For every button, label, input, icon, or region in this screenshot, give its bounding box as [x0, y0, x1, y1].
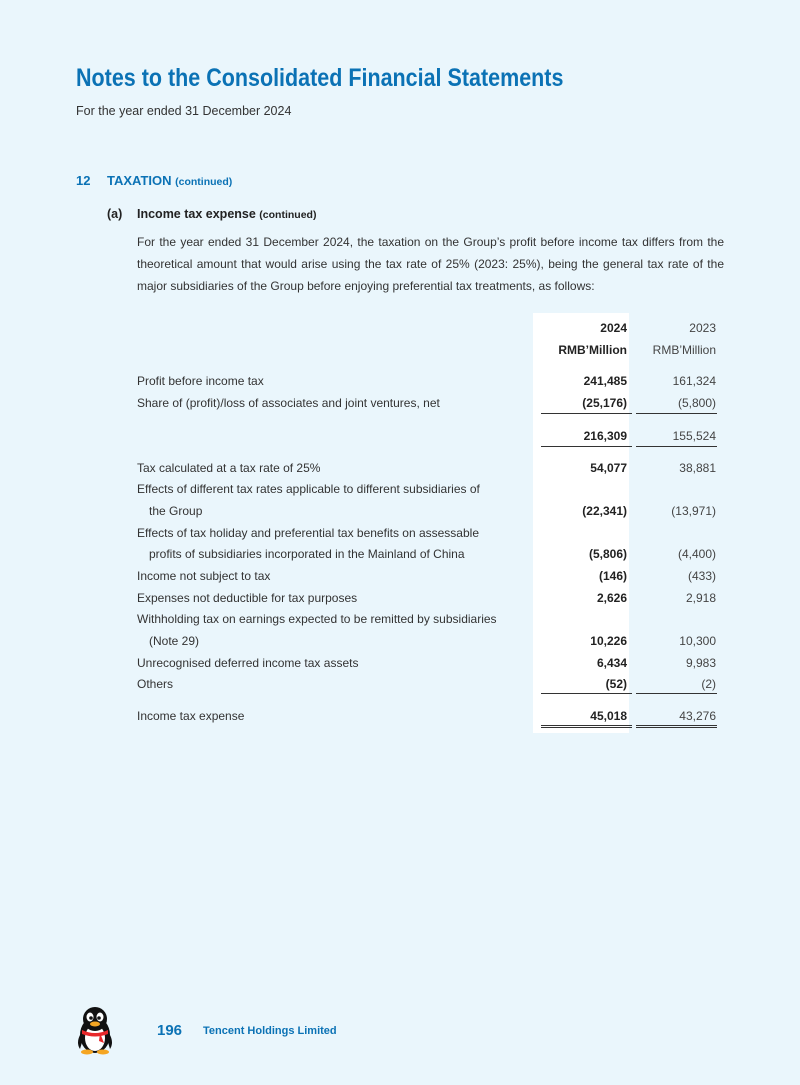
- row-label: Share of (profit)/loss of associates and joint ventures, net: [137, 396, 440, 410]
- value-2024: 6,434: [596, 656, 627, 670]
- total-2024: 45,018: [590, 709, 627, 723]
- subtotal-rule: [636, 413, 717, 414]
- section-continued: (continued): [175, 176, 233, 188]
- value-2024: (146): [598, 569, 627, 583]
- row-label: Effects of different tax rates applicable to different subsidiaries of: [137, 482, 480, 496]
- intro-paragraph: For the year ended 31 December 2024, the taxation on the Group’s profit before income tax differs from the theoretical amount that would arise using the tax rate of 25% (2023: 25%), being the general tax rate of the major subsidiaries of the Group before enjoying preferential tax treatments, as follows:: [137, 235, 724, 293]
- value-2023: (2): [701, 677, 716, 691]
- subtotal-2023: 155,524: [672, 429, 716, 443]
- value-2024: (22,341): [582, 504, 627, 518]
- column-header-2024: 2024: [600, 321, 627, 335]
- value-2023: (5,800): [677, 396, 716, 410]
- value-2024: (25,176): [582, 396, 627, 410]
- section-number: 12: [76, 173, 91, 188]
- page-number: 196: [157, 1022, 183, 1039]
- value-2024: 54,077: [590, 461, 627, 475]
- value-2023: (13,971): [671, 504, 716, 518]
- subtotal-2024: 216,309: [583, 429, 627, 443]
- row-label: Withholding tax on earnings expected to be remitted by subsidiaries: [137, 612, 497, 626]
- row-label: Unrecognised deferred income tax assets: [137, 656, 359, 670]
- company-name: Tencent Holdings Limited: [203, 1025, 337, 1037]
- row-label: Others: [137, 677, 174, 691]
- row-label: Income not subject to tax: [137, 569, 271, 583]
- column-unit-2024: RMB’Million: [558, 343, 627, 357]
- value-2023: (433): [687, 569, 716, 583]
- value-2023: (4,400): [677, 547, 716, 561]
- row-label: Profit before income tax: [137, 374, 264, 388]
- subtotal-rule: [541, 413, 632, 414]
- value-2023: 161,324: [672, 374, 716, 388]
- value-2023: 10,300: [679, 634, 716, 648]
- value-2024: (5,806): [588, 547, 627, 561]
- value-2023: 2,918: [685, 591, 716, 605]
- subsection-continued: (continued): [259, 209, 317, 221]
- subsection-letter: (a): [107, 207, 123, 221]
- value-2023: 9,983: [685, 656, 716, 670]
- value-2024: 10,226: [590, 634, 627, 648]
- total-double-underline: [636, 725, 717, 728]
- row-label: Expenses not deductible for tax purposes: [137, 591, 358, 605]
- total-label: Income tax expense: [137, 709, 245, 723]
- value-2023: 38,881: [679, 461, 716, 475]
- page-subtitle: For the year ended 31 December 2024: [76, 104, 292, 118]
- row-label-continued: the Group: [149, 504, 203, 518]
- total-double-underline: [541, 725, 632, 728]
- subtotal-underline: [541, 446, 632, 447]
- column-header-2023: 2023: [689, 321, 716, 335]
- column-unit-2023: RMB’Million: [652, 343, 716, 357]
- subtotal-underline: [636, 446, 717, 447]
- page-title: Notes to the Consolidated Financial Statements: [76, 64, 564, 92]
- total-rule: [636, 693, 717, 694]
- value-2024: 241,485: [583, 374, 627, 388]
- value-2024: (52): [605, 677, 627, 691]
- total-rule: [541, 693, 632, 694]
- row-label-continued: profits of subsidiaries incorporated in the Mainland of China: [149, 547, 465, 561]
- row-label-continued: (Note 29): [149, 634, 200, 648]
- qq-penguin-icon: [74, 1005, 116, 1060]
- row-label: Effects of tax holiday and preferential tax benefits on assessable: [137, 526, 479, 540]
- subsection-title: Income tax expense: [137, 207, 256, 221]
- value-2024: 2,626: [596, 591, 627, 605]
- total-2023: 43,276: [679, 709, 716, 723]
- section-title: TAXATION: [107, 173, 172, 188]
- row-label: Tax calculated at a tax rate of 25%: [137, 461, 321, 475]
